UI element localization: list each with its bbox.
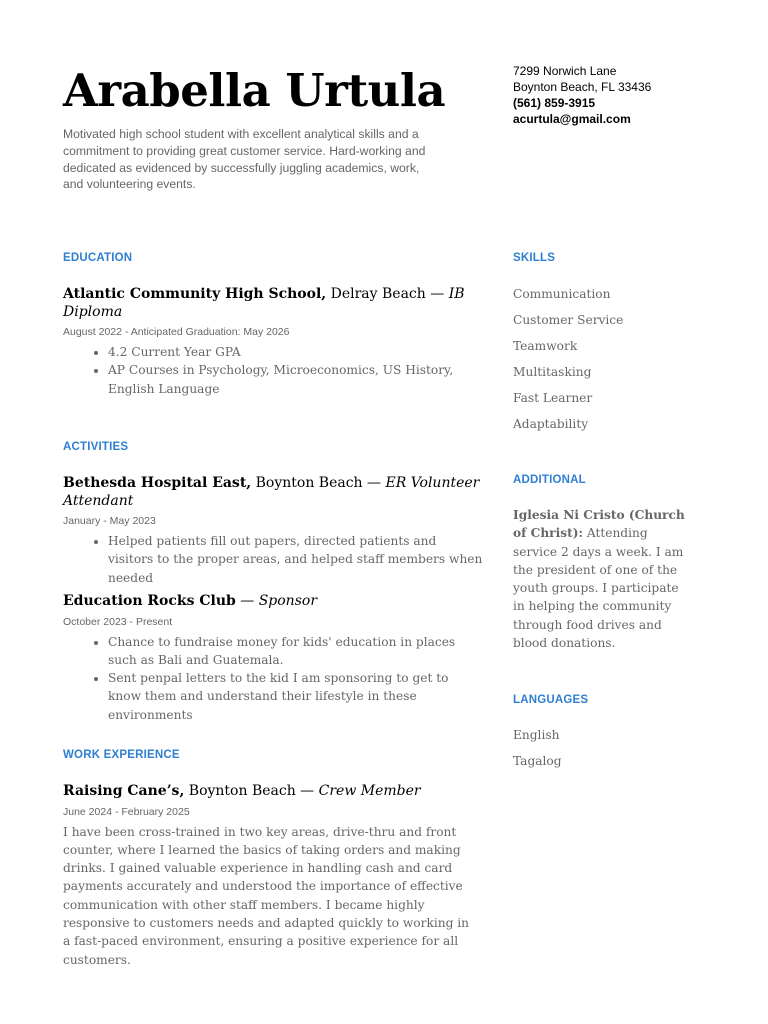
entry-org: Raising Cane’s, [63, 783, 185, 799]
activities-heading: ACTIVITIES [63, 441, 129, 453]
entry-date: August 2022 - Anticipated Graduation: May 2026 [63, 326, 290, 338]
language-item: Tagalog [513, 754, 562, 768]
skill-item: Multitasking [513, 365, 592, 379]
additional-text [513, 506, 688, 652]
entry-title [63, 286, 483, 321]
activity-entry [63, 593, 483, 724]
education-entry [63, 286, 483, 398]
entry-org: Education Rocks Club [63, 593, 236, 609]
entry-date: June 2024 - February 2025 [63, 805, 190, 818]
work-entry [63, 783, 483, 969]
entry-date: January - May 2023 [63, 515, 156, 527]
additional-org: Iglesia Ni Cristo (Church of Christ): [513, 508, 685, 541]
entry-role: ER Volunteer Attendant [63, 475, 480, 509]
list-item: • Sent penpal letters to the kid I am sponsoring to get to know them and understand their lifestyle in these environments [108, 669, 483, 724]
additional-description: Attending service 2 days a week. I am the president of one of the youth groups. I participate in helping the community through food drives and blood donations. [513, 526, 684, 651]
summary-text: Motivated high school student with excellent analytical skills and a commitment to providing great customer service. Hard-working and dedicated as evidenced by successfully juggling academics, work, and volunteering events. [63, 127, 426, 192]
skills-heading: SKILLS [513, 252, 556, 264]
skill-item: Adaptability [513, 417, 589, 431]
languages-list [513, 727, 713, 779]
list-item: • 4.2 Current Year GPA [108, 343, 483, 361]
skill-item: Fast Learner [513, 391, 593, 405]
email-address: acurtula@gmail.com [513, 112, 631, 126]
list-item: • Helped patients fill out papers, directed patients and visitors to the proper areas, and helped staff members when needed [108, 532, 483, 587]
skills-list [513, 286, 713, 442]
entry-title [63, 783, 483, 801]
address-line-1: 7299 Norwich Lane [513, 64, 617, 78]
skill-item: Communication [513, 287, 611, 301]
entry-location: — [240, 593, 255, 609]
entry-title [63, 475, 483, 510]
entry-location: Boynton Beach — [255, 475, 382, 491]
contact-block [513, 63, 733, 127]
languages-heading: LANGUAGES [513, 694, 589, 706]
skill-item: Customer Service [513, 313, 624, 327]
list-item: • AP Courses in Psychology, Microeconomics, US History, English Language [108, 361, 483, 398]
activity-entry [63, 475, 483, 587]
additional-heading: ADDITIONAL [513, 474, 586, 486]
bullet-list [63, 633, 483, 724]
list-item: • Chance to fundraise money for kids' education in places such as Bali and Guatemala. [108, 633, 483, 670]
work-description: I have been cross-trained in two key areas, drive-thru and front counter, where I learned the basics of taking orders and making drinks. I gained valuable experience in handling cash and card payments accurately and understood the importance of effective communication with other staff members. I became highly responsive to customers needs and adapted quickly to working in a fast-paced environment, ensuring a positive experience for all customers. [63, 824, 469, 967]
entry-role: Sponsor [258, 593, 318, 609]
entry-role: Crew Member [318, 783, 421, 799]
entry-org: Bethesda Hospital East, [63, 475, 252, 491]
address-line-2: Boynton Beach, FL 33436 [513, 80, 652, 94]
bullet-list [63, 532, 483, 587]
applicant-name: Arabella Urtula [63, 64, 446, 117]
language-item: English [513, 728, 560, 742]
work-experience-heading: WORK EXPERIENCE [63, 749, 180, 761]
skill-item: Teamwork [513, 339, 578, 353]
phone-number: (561) 859-3915 [513, 96, 596, 110]
entry-role: IB Diploma [63, 286, 465, 320]
entry-org: Atlantic Community High School, [63, 286, 327, 302]
education-heading: EDUCATION [63, 252, 133, 264]
entry-location: Boynton Beach — [188, 783, 315, 799]
entry-title [63, 593, 483, 611]
entry-date: October 2023 - Present [63, 615, 173, 628]
entry-location: Delray Beach — [330, 286, 445, 302]
bullet-list [63, 343, 483, 398]
